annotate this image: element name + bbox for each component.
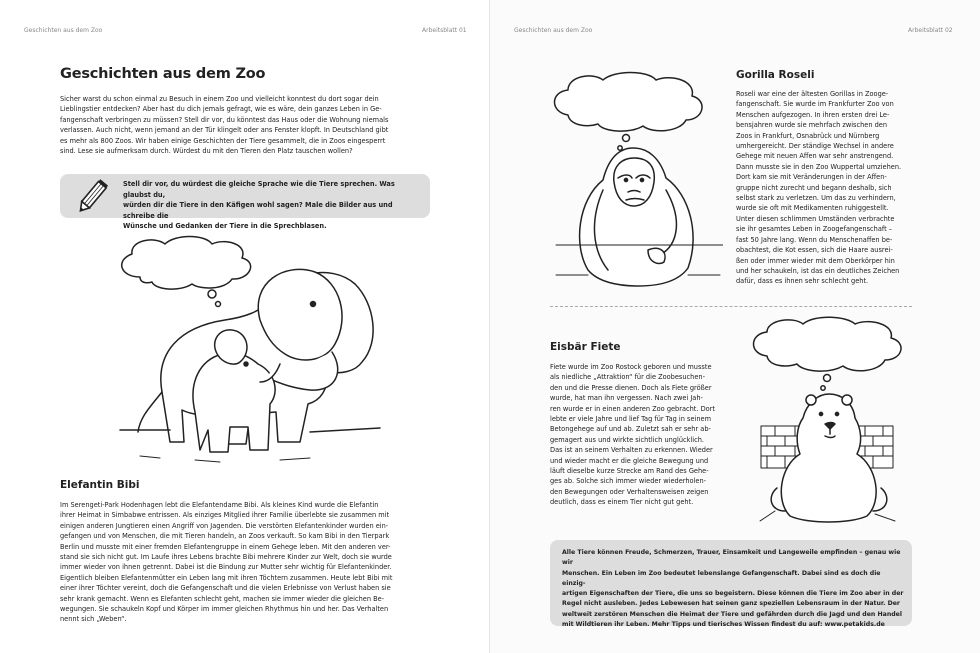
- intro-line: Lieblingstier entdecken? Aber hast du dich jemals gefragt, wie es wäre, dein ganzes Leben in Ge-: [60, 105, 382, 114]
- intro-line: es mehr als 800 Zoos. Wir haben einige Geschichten der Tiere gesammelt, die in Zoos eingesperrt: [60, 136, 386, 145]
- gorilla-line: Gehege mit neuen Affen war sehr anstrengend.: [736, 152, 894, 161]
- gorilla-line: gruppe nicht zurecht und begann deshalb, sich: [736, 183, 892, 192]
- gorilla-line: selbst stark zu verletzen. Um das zu verhindern,: [736, 194, 896, 203]
- left-header-page: Arbeitsblatt 01: [422, 27, 467, 34]
- elephant-line: wegungen. Sie schaukeln Kopf und Körper im immer gleichen Rhythmus hin und her. Das Verhalten: [60, 605, 389, 614]
- elephant-line: sehr krank gemacht. Wenn es Elefanten schlecht geht, machen sie immer wieder die gleichen Be-: [60, 594, 385, 603]
- gorilla-line: ßen oder immer wieder mit dem Oberkörper hin: [736, 256, 895, 265]
- task-box: [60, 174, 430, 230]
- info-box: [550, 540, 912, 629]
- gorilla-line: sie ihr gesamtes Leben in Zoogefangenschaft –: [736, 225, 893, 234]
- info-line: mit Wildtieren ihr Leben. Mehr Tipps und tierisches Wissen findest du auf: www.petakids.de: [562, 621, 885, 629]
- section-divider: [550, 306, 912, 307]
- intro-line: fangenschaft verbringen zu müssen? Stell dir vor, du könntest das Haus oder die Wohnung niemals: [60, 115, 389, 124]
- bear-line: ges ab. Solche sich immer wieder wiederholen-: [550, 477, 707, 486]
- bear-line: Fiete wurde im Zoo Rostock geboren und musste: [550, 363, 712, 371]
- bear-line: und wieder macht er die gleiche Bewegung und: [550, 456, 709, 465]
- gorilla-illustration: [548, 70, 723, 295]
- bear-text: [550, 362, 730, 508]
- elephant-line: stand sie sich nicht gut. Im Laufe ihres Lebens brachte Bibi mehrere Kinder zur Welt, doch sie wurde: [60, 553, 392, 562]
- elephant-illustration: [100, 232, 390, 472]
- gorilla-line: fangenschaft. Sie wurde im Frankfurter Zoo von: [736, 100, 894, 109]
- elephant-line: Berlin und musste mit einer fremden Elefantengruppe in einem Gehege leben. Mit den anderen ver-: [60, 542, 391, 551]
- gorilla-line: obachtest, die Kot essen, sich die Haare ausrei-: [736, 246, 893, 255]
- gorilla-line: dafür, dass es ihnen sehr schlecht geht.: [736, 277, 869, 286]
- elephant-line: einigen anderen Jungtieren einen Angriff von Jagenden. Die verstörten Elefantenkinder wurden ein-: [60, 521, 389, 530]
- gorilla-line: Roseli war eine der ältesten Gorillas in Zooge-: [736, 90, 889, 98]
- elephant-line: Eigentlich bleiben Elefantenmütter ein Leben lang mit ihren Töchtern zusammen. Heute lebt Bibi mit: [60, 573, 393, 582]
- elephant-line: ihrer Heimat in Simbabwe entrissen. Als einziges Mitglied ihrer Familie überlebte sie zusammen mit: [60, 511, 390, 520]
- bear-line: den und die Presse dienen. Doch als Fiete größer: [550, 383, 712, 392]
- intro-line: sind. Lese sie aufmerksam durch. Würdest du mit den Tieren den Platz tauschen wollen?: [60, 147, 353, 156]
- right-header-title: Geschichten aus dem Zoo: [514, 27, 593, 34]
- gorilla-line: Zoos in Frankfurt, Osnabrück und Nürnberg: [736, 131, 880, 140]
- gorilla-line: Dann musste sie in den Zoo Wuppertal umziehen.: [736, 162, 902, 171]
- gorilla-line: fast 50 Jahre lang. Wenn du Menschenaffen be-: [736, 235, 893, 244]
- bear-line: Das ist an seinem Verhalten zu erkennen. Wieder: [550, 446, 713, 455]
- left-header-title: Geschichten aus dem Zoo: [24, 27, 103, 34]
- gorilla-text: [736, 89, 914, 287]
- bear-line: gemagert aus und wirkte sichtlich unglücklich.: [550, 435, 705, 444]
- elephant-line: einer ihrer Töchter vereint, doch die Gefangenschaft und die vielen Erlebnisse von Verlust haben sie: [60, 584, 391, 593]
- elephant-line: immer wieder von ihnen getrennt. Dabei ist die Bindung zur Mutter sehr wichtig für Elefantenkinder.: [60, 563, 392, 572]
- task-line: würden dir die Tiere in den Käfigen wohl sagen? Male die Bilder aus und schreibe die: [123, 201, 393, 220]
- task-line: Wünsche und Gedanken der Tiere in die Sprechblasen.: [123, 222, 327, 230]
- intro-text: [60, 94, 432, 156]
- info-line: artigen Eigenschaften der Tiere, die uns so begeistern. Diese können die Tiere im Zoo aber in der: [562, 590, 904, 598]
- info-line: Alle Tiere können Freude, Schmerzen, Trauer, Einsamkeit und Langeweile empfinden – genau wie wir: [562, 549, 901, 567]
- elephant-line: gefangen und von Menschen, die mit Tieren handeln, an Zoos verkauft. So kam Bibi in den Tierpark: [60, 532, 390, 541]
- gorilla-line: umhergereicht. Der ständige Wechsel in andere: [736, 142, 894, 151]
- info-line: Regel nicht ausleben. Jedes Lebewesen hat seinen ganz speziellen Lebensraum in der Natur. Der: [562, 600, 900, 608]
- bear-line: als niedliche „Attraktion“ für die Zoobesuchen-: [550, 373, 705, 382]
- bear-line: den Bewegungen oder Verhaltensweisen zeigen: [550, 487, 709, 496]
- gorilla-line: Dort kam sie mit Veränderungen in der Affen-: [736, 173, 887, 182]
- elephant-line: Im Serengeti-Park Hodenhagen lebt die Elefantendame Bibi. Als kleines Kind wurde die Elefantin: [60, 501, 379, 509]
- elephant-line: nennt sich „Weben“.: [60, 615, 127, 624]
- gorilla-line: bensjahren wurde sie mehrfach zwischen den: [736, 121, 888, 130]
- info-text: [562, 548, 904, 630]
- elephant-title: Elefantin Bibi: [60, 479, 140, 491]
- bear-line: deutlich, dass es einem Tier nicht gut geht.: [550, 498, 694, 507]
- bear-line: wurde, hat man ihn vergessen. Nach zwei Jah-: [550, 394, 703, 403]
- gorilla-line: und her schaukeln, ist das ein deutliches Zeichen: [736, 266, 900, 275]
- gorilla-line: Menschen aufgezogen. In ihren ersten drei Le-: [736, 110, 890, 119]
- intro-line: Sicher warst du schon einmal zu Besuch in einem Zoo und vielleicht konntest du dort sogar dein: [60, 95, 379, 103]
- gorilla-line: wurde sie oft mit Medikamenten ruhiggestellt.: [736, 204, 889, 213]
- polar-bear-illustration: [745, 316, 910, 526]
- intro-line: verlassen. Auch nicht, wenn jemand an der Tür klingelt oder ans Fenster klopft. In Deutschland gibt: [60, 126, 389, 135]
- gorilla-title: Gorilla Roseli: [736, 69, 815, 81]
- bear-line: ren wurde er in einen anderen Zoo gebracht. Dort: [550, 404, 715, 413]
- info-line: weltweit zerstören Menschen die Heimat der Tiere und gefährden durch die Jagd und den Handel: [562, 610, 902, 618]
- elephant-text: [60, 500, 432, 625]
- task-text: [123, 179, 423, 232]
- bear-line: lebte er viele Jahre und lief Tag für Tag in seinem: [550, 415, 712, 424]
- pencil-icon: [72, 177, 112, 217]
- bear-title: Eisbär Fiete: [550, 341, 621, 353]
- right-header-page: Arbeitsblatt 02: [908, 27, 953, 34]
- gorilla-line: Unter diesen schlimmen Umständen verbrachte: [736, 214, 895, 223]
- bear-line: Betongehege auf und ab. Zuletzt sah er sehr ab-: [550, 425, 711, 434]
- task-line: Stell dir vor, du würdest die gleiche Sprache wie die Tiere sprechen. Was glaubst du,: [123, 180, 395, 199]
- bear-line: läuft dieselbe kurze Strecke am Rand des Gehe-: [550, 467, 709, 476]
- info-line: Menschen. Ein Leben im Zoo bedeutet lebenslange Gefangenschaft. Dabei sind es doch die einzig-: [562, 569, 881, 587]
- page-title: Geschichten aus dem Zoo: [60, 66, 266, 82]
